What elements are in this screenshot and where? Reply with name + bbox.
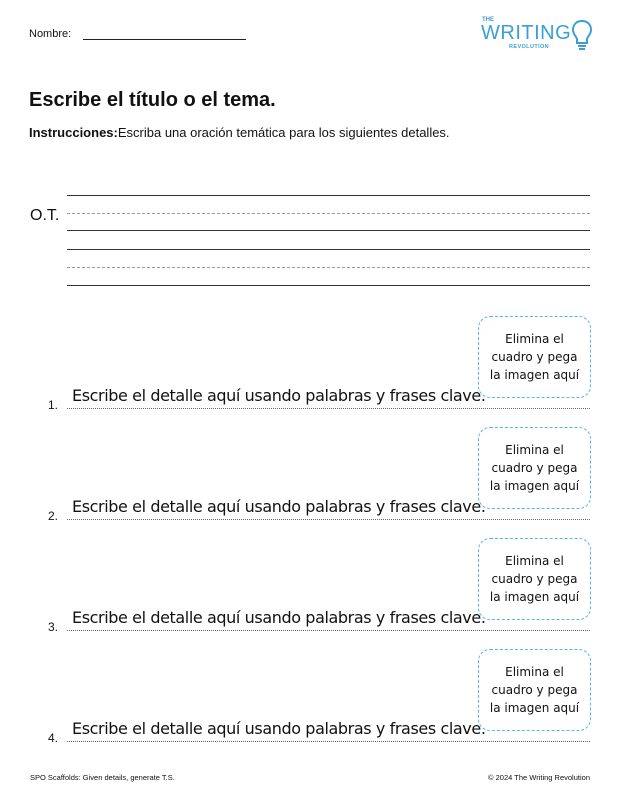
writing-revolution-logo [478,17,592,55]
detail-line [67,519,590,520]
topic-sentence-label: O.T. [30,207,60,224]
instructions-label: Instrucciones: [29,125,118,140]
detail-line [67,408,590,409]
writing-guide-line [67,267,590,268]
lightbulb-icon [572,19,592,51]
detail-text[interactable]: Escribe el detalle aquí usando palabras y frases clave. [72,608,486,627]
image-placeholder-box[interactable]: Elimina el cuadro y pega la imagen aquí [478,427,591,509]
page-title: Escribe el título o el tema. [29,89,276,111]
footer-left: SPO Scaffolds: Given details, generate T.S. [30,773,175,782]
logo-text-bottom: REVOLUTION [509,44,550,50]
instructions [29,125,450,140]
writing-guide-line [67,213,590,214]
writing-line[interactable] [67,230,590,231]
image-placeholder-box[interactable]: Elimina el cuadro y pega la imagen aquí [478,538,591,620]
logo-text-main: WRITING [481,22,572,44]
detail-line [67,630,590,631]
writing-line[interactable] [67,195,590,196]
detail-number: 4. [48,731,59,745]
name-line[interactable] [83,39,246,40]
footer-right: © 2024 The Writing Revolution [488,773,590,782]
detail-line [67,741,590,742]
name-label: Nombre: [29,28,72,40]
detail-number: 1. [48,398,59,412]
writing-line[interactable] [67,285,590,286]
logo-text-top: THE [482,17,494,23]
image-placeholder-box[interactable]: Elimina el cuadro y pega la imagen aquí [478,316,591,398]
writing-line[interactable] [67,249,590,250]
detail-text[interactable]: Escribe el detalle aquí usando palabras y frases clave. [72,386,486,405]
instructions-text: Escriba una oración temática para los siguientes detalles. [117,125,450,140]
image-placeholder-box[interactable]: Elimina el cuadro y pega la imagen aquí [478,649,591,731]
detail-number: 3. [48,620,59,634]
detail-number: 2. [48,509,59,523]
detail-text[interactable]: Escribe el detalle aquí usando palabras y frases clave. [72,497,486,516]
detail-text[interactable]: Escribe el detalle aquí usando palabras y frases clave. [72,719,486,738]
